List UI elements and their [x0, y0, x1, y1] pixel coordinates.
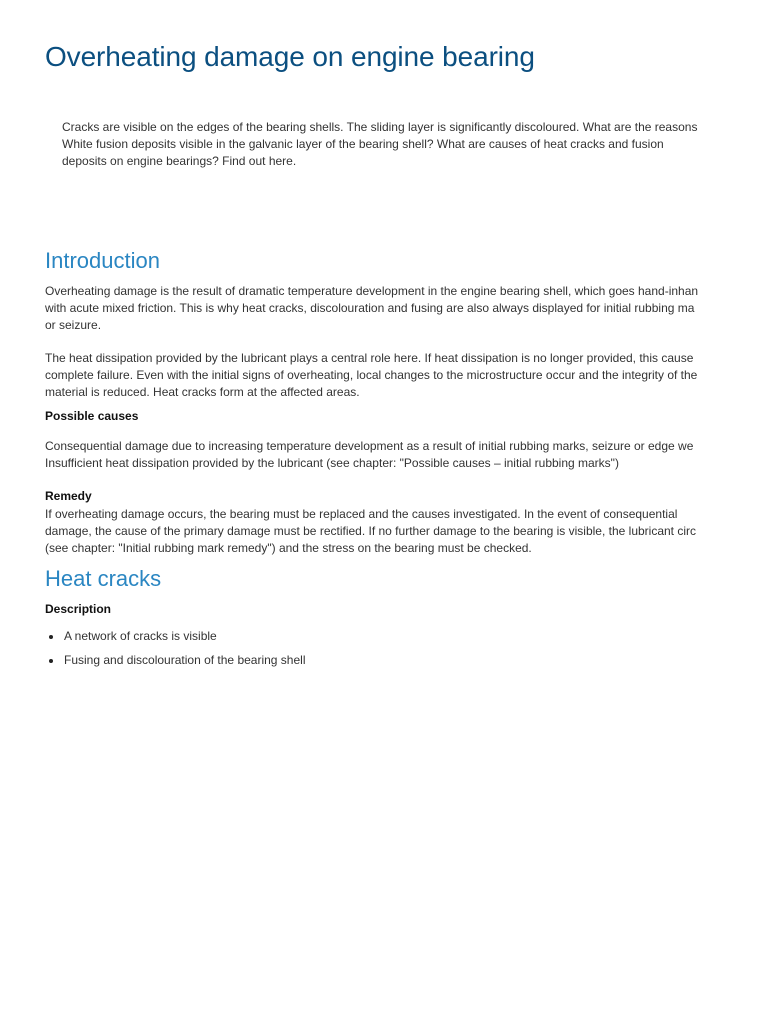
description-heading: Description — [45, 602, 112, 616]
paragraph-line: complete failure. Even with the initial signs of overheating, local changes to the microstructure occur and the integrity of the — [45, 368, 698, 382]
description-list — [45, 628, 306, 676]
remedy-heading: Remedy — [45, 489, 92, 503]
introduction-heading: Introduction — [45, 248, 160, 273]
possible-causes-heading: Possible causes — [45, 409, 139, 423]
paragraph-line: The heat dissipation provided by the lubricant plays a central role here. If heat dissipation is no longer provided, this cause — [45, 351, 694, 365]
paragraph-line: Overheating damage is the result of dramatic temperature development in the engine bearing shell, which goes hand-inhan — [45, 284, 699, 298]
lead-line: Cracks are visible on the edges of the bearing shells. The sliding layer is significantly discoloured. What are the reasons — [62, 120, 698, 134]
paragraph-line: or seizure. — [45, 318, 102, 332]
introduction-paragraph-1 — [45, 283, 698, 334]
possible-causes-paragraph — [45, 438, 693, 472]
lead-paragraph — [62, 119, 762, 170]
paragraph-line: material is reduced. Heat cracks form at the affected areas. — [45, 385, 360, 399]
paragraph-line: (see chapter: "Initial rubbing mark remedy") and the stress on the bearing must be checked. — [45, 541, 532, 555]
remedy-paragraph — [45, 506, 696, 557]
paragraph-line: damage, the cause of the primary damage must be rectified. If no further damage to the bearing is visible, the lubricant circ — [45, 524, 697, 538]
page-title: Overheating damage on engine bearing — [45, 41, 535, 72]
paragraph-line: with acute mixed friction. This is why heat cracks, discolouration and fusing are also always displayed for initial rubbing ma — [45, 301, 695, 315]
paragraph-line: Consequential damage due to increasing temperature development as a result of initial rubbing marks, seizure or edge we — [45, 439, 694, 453]
paragraph-line: Insufficient heat dissipation provided by the lubricant (see chapter: "Possible causes – initial rubbing marks") — [45, 456, 619, 470]
list-item: Fusing and discolouration of the bearing shell — [45, 652, 306, 676]
heat-cracks-heading: Heat cracks — [45, 566, 162, 591]
introduction-paragraph-2 — [45, 350, 697, 401]
list-item: A network of cracks is visible — [45, 628, 306, 652]
paragraph-line: If overheating damage occurs, the bearing must be replaced and the causes investigated. In the event of consequential — [45, 507, 678, 521]
lead-line: deposits on engine bearings? Find out here. — [62, 154, 297, 168]
lead-line: White fusion deposits visible in the galvanic layer of the bearing shell? What are causes of heat cracks and fusion — [62, 137, 664, 151]
